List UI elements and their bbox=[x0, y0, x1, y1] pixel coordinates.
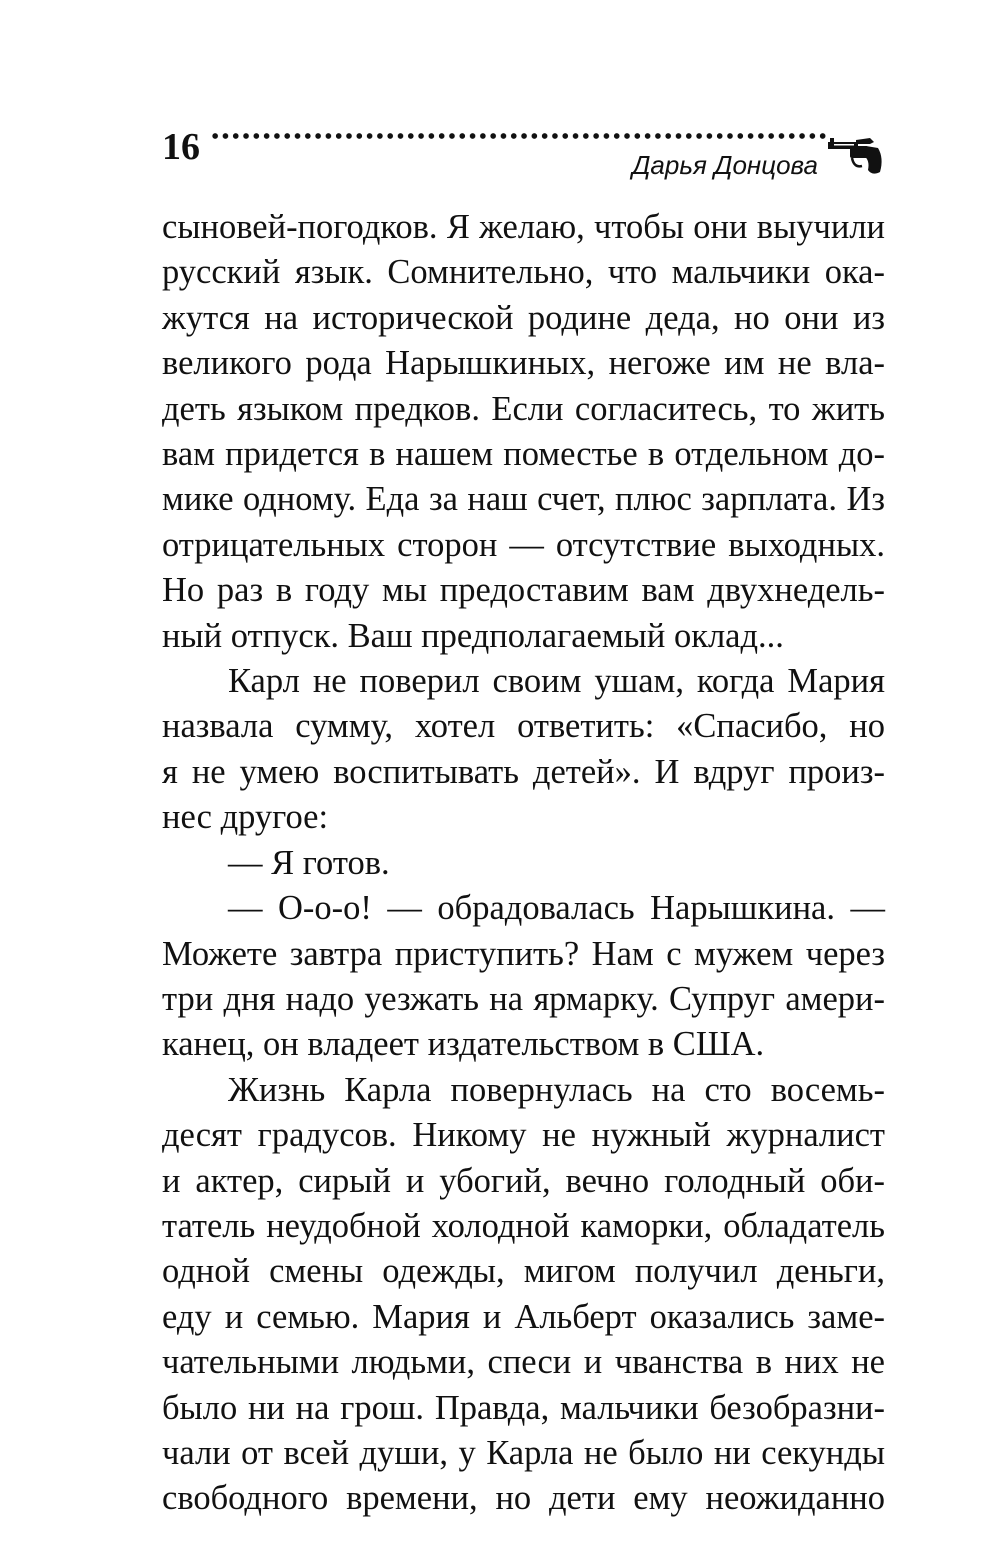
text-line: деть языком предков. Если согласитесь, то жить bbox=[162, 389, 885, 428]
text-line: великого рода Нарышкиных, негоже им не вла- bbox=[162, 344, 885, 383]
text-line: сыновей-погодков. Я желаю, чтобы они выучили bbox=[162, 208, 885, 246]
text-line: три дня надо уезжать на ярмарку. Супруг амери- bbox=[162, 979, 885, 1018]
text-line: татель неудобной холодной каморки, обладатель bbox=[162, 1206, 885, 1245]
text-line: Карл не поверил своим ушам, когда Мария bbox=[228, 662, 885, 701]
text-line: вам придется в нашем поместье в отдельном до- bbox=[162, 435, 885, 474]
text-line: отрицательных сторон — отсутствие выходных. bbox=[162, 525, 885, 564]
text-line: было ни на грош. Правда, мальчики безобразни- bbox=[162, 1388, 885, 1427]
text-line: Но раз в году мы предоставим вам двухнедель- bbox=[162, 571, 885, 610]
text-line: чали от всей души, у Карла не было ни секунды bbox=[162, 1433, 885, 1472]
text-line: и актер, сирый и убогий, вечно голодный оби- bbox=[162, 1161, 885, 1200]
header-dotted-rule bbox=[210, 132, 828, 140]
text-line: — О-о-о! — обрадовалась Нарышкина. — bbox=[228, 889, 885, 928]
text-line: свободного времени, но дети ему неожиданно bbox=[162, 1479, 885, 1518]
text-line: русский язык. Сомнительно, что мальчики ока- bbox=[162, 253, 885, 292]
text-line: — Я готов. bbox=[228, 843, 390, 882]
body-text bbox=[162, 205, 885, 1522]
text-line: десят градусов. Никому не нужный журналист bbox=[162, 1116, 885, 1155]
text-line: Можете завтра приступить? Нам с мужем через bbox=[162, 934, 885, 973]
text-line: чательными людьми, спеси и чванства в них не bbox=[162, 1343, 885, 1382]
text-line: одной смены одежды, мигом получил деньги, bbox=[162, 1252, 885, 1291]
text-line: Жизнь Карла повернулась на сто восемь- bbox=[228, 1070, 885, 1109]
revolver-icon bbox=[826, 128, 886, 178]
text-line: я не умею воспитывать детей». И вдруг произ- bbox=[162, 752, 885, 791]
text-line: назвала сумму, хотел ответить: «Спасибо, но bbox=[162, 707, 885, 746]
text-line: канец, он владеет издательством в США. bbox=[162, 1025, 765, 1064]
text-line: ный отпуск. Ваш предполагаемый оклад... bbox=[162, 616, 784, 655]
text-line: нес другое: bbox=[162, 798, 329, 837]
text-line: еду и семью. Мария и Альберт оказались заме- bbox=[162, 1297, 885, 1336]
text-line: жутся на исторической родине деда, но они из bbox=[162, 298, 885, 337]
running-head-author: Дарья Донцова bbox=[632, 150, 818, 180]
page-number: 16 bbox=[162, 126, 200, 168]
text-line: мике одному. Еда за наш счет, плюс зарплата. Из bbox=[162, 480, 885, 519]
